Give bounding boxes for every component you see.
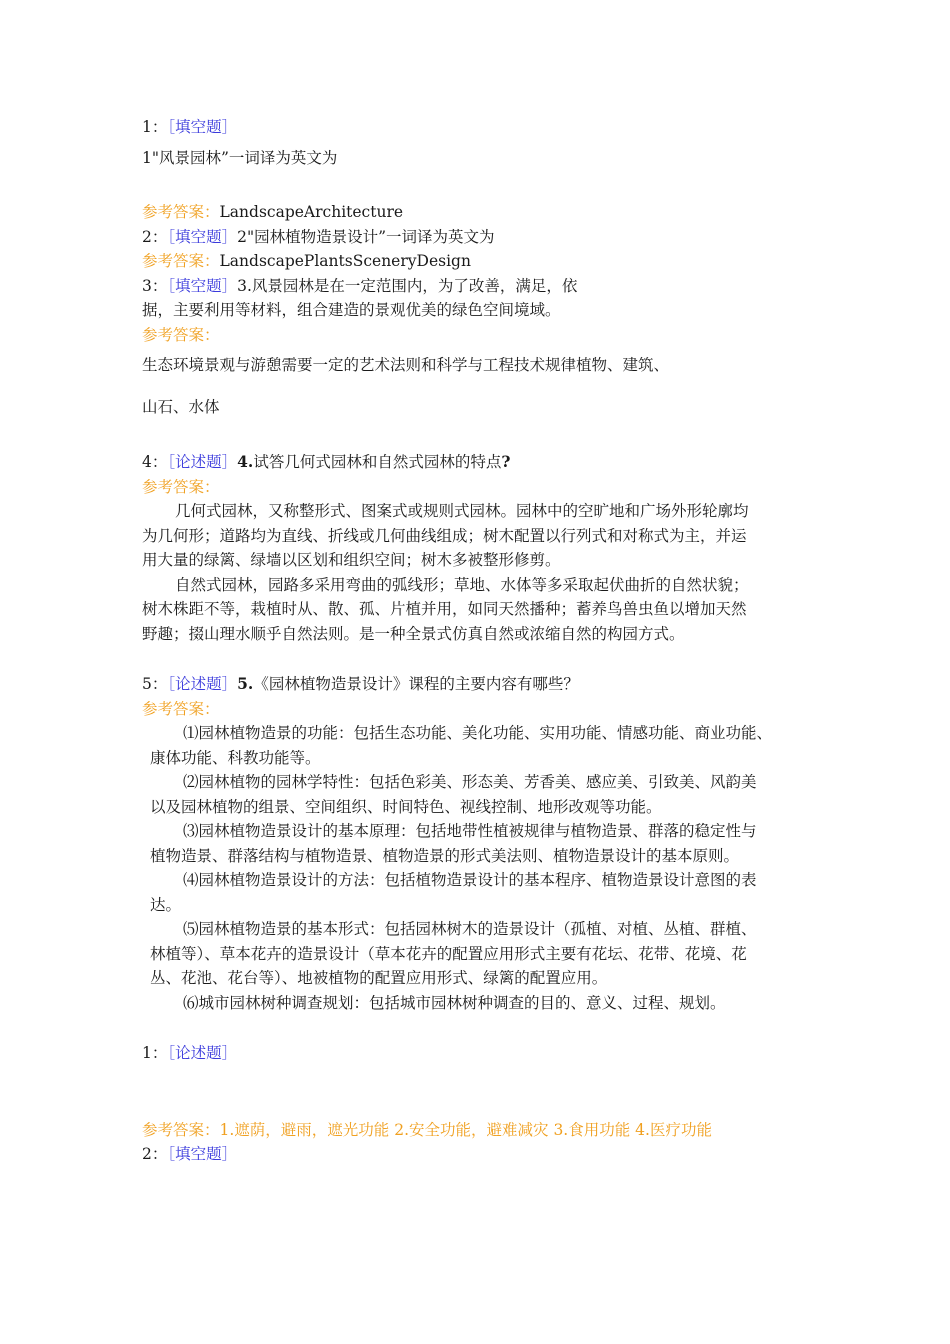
q5-answer-line: 康体功能、科教功能等。	[150, 748, 321, 767]
q5-type-tag: ［论述题］	[167, 675, 238, 693]
q3-question-line-2: 据，主要利用等材料，组合建造的景观优美的绿色空间境域。	[142, 301, 561, 319]
q1-answer: LandscapeArchitecture	[219, 203, 404, 221]
q4-answer-line: 自然式园林，园路多采用弯曲的弧线形；草地、水体等多采取起伏曲折的自然状貌；	[175, 575, 749, 594]
q4-question: 试答几何式园林和自然式园林的特点	[253, 453, 502, 471]
q2-number: 2：	[142, 227, 168, 246]
q3-answer-line-1: 生态环境景观与游憩需要一定的艺术法则和科学与工程技术规律植物、建筑、	[142, 356, 670, 374]
q5-answer-line: 达。	[150, 895, 182, 914]
q4-answer-label: 参考答案：	[142, 477, 220, 496]
q5-question-number: 5.	[237, 674, 254, 693]
q6-answer-line	[142, 1118, 842, 1143]
q2-type-tag: ［填空题］	[167, 227, 238, 246]
q5-answer-line: ⑵园林植物的园林学特性：包括色彩美、形态美、芳香美、感应美、引致美、风韵美	[183, 773, 757, 791]
q5-answer-line: ⑷园林植物造景设计的方法：包括植物造景设计的基本程序、植物造景设计意图的表	[183, 871, 757, 889]
q3-type-tag: ［填空题］	[167, 276, 238, 295]
q6-type-tag: ［论述题］	[167, 1044, 238, 1062]
q4-number: 4：	[142, 453, 168, 471]
q6-answer-label: 参考答案：	[142, 1120, 220, 1139]
q4-answer-line: 树木株距不等，栽植时从、散、孤、片植并用，如同天然播种；蓄养鸟兽虫鱼以增加天然	[142, 600, 747, 618]
q3-answer-label: 参考答案：	[142, 325, 220, 344]
q2-answer: LandscapePlantsSceneryDesign	[219, 252, 471, 270]
q5-answer-line: ⑹城市园林树种调查规划：包括城市园林树种调查的目的、意义、过程、规划。	[183, 993, 726, 1012]
q7-type-tag: ［填空题］	[167, 1145, 238, 1163]
q1-question: 1"风景园林”一词译为英文为	[142, 148, 338, 167]
q5-answer-line: ⑶园林植物造景设计的基本原理：包括地带性植被规律与植物造景、群落的稳定性与	[183, 822, 757, 840]
q1-type-tag: ［填空题］	[167, 118, 238, 136]
q5-answer-line: ⑸园林植物造景的基本形式：包括园林树木的造景设计（孤植、对植、丛植、群植、	[183, 920, 757, 938]
q5-answer-label: 参考答案：	[142, 699, 220, 718]
q2-answer-label: 参考答案：	[142, 252, 220, 270]
q2-question: 2"园林植物造景设计”一词译为英文为	[237, 227, 495, 246]
q4-question-number: 4.	[237, 452, 254, 471]
q3-header	[142, 274, 842, 299]
q1-answer-label: 参考答案：	[142, 203, 220, 221]
q5-answer-line: 丛、花池、花台等）、地被植物的配置应用形式、绿篱的配置应用。	[150, 969, 608, 987]
q4-type-tag: ［论述题］	[167, 453, 238, 471]
q5-answer-line: 植物造景、群落结构与植物造景、植物造景的形式美法则、植物造景设计的基本原则。	[150, 846, 740, 865]
q4-answer-line: 为几何形；道路均为直线、折线或几何曲线组成；树木配置以行列式和对称式为主，并运	[142, 526, 747, 545]
q3-question-line-1: 3.风景园林是在一定范围内，为了改善，满足，依	[237, 276, 578, 295]
q5-answer-line: 林植等）、草本花卉的造景设计（草本花卉的配置应用形式主要有花坛、花带、花境、花	[150, 944, 747, 963]
q6-header	[142, 1041, 842, 1066]
q1-number: 1：	[142, 118, 168, 136]
q5-answer-line: 以及园林植物的组景、空间组织、时间特色、视线控制、地形改观等功能。	[150, 797, 662, 816]
q3-answer-line-2: 山石、水体	[142, 397, 220, 416]
q4-answer-line: 用大量的绿篱、绿墙以区划和组织空间；树木多被整形修剪。	[142, 551, 561, 569]
q3-number: 3：	[142, 276, 168, 295]
q4-question-mark: ?	[501, 452, 511, 471]
q7-header	[142, 1142, 842, 1167]
q1-answer-line	[142, 200, 842, 225]
q4-answer-line: 几何式园林，又称整形式、图案式或规则式园林。园林中的空旷地和广场外形轮廓均	[175, 502, 749, 520]
q7-number: 2：	[142, 1145, 168, 1163]
q4-answer-line: 野趣；掇山理水顺乎自然法则。是一种全景式仿真自然或浓缩自然的构园方式。	[142, 624, 685, 643]
q6-number: 1：	[142, 1044, 168, 1062]
q4-header	[142, 450, 842, 475]
q5-question: 《园林植物造景设计》课程的主要内容有哪些？	[253, 675, 579, 693]
document-page	[142, 115, 842, 1167]
q2-header	[142, 225, 842, 250]
q6-answer: 1.遮荫，避雨，遮光功能 2.安全功能，避难减灾 3.食用功能 4.医疗功能	[219, 1120, 712, 1139]
q5-answer-line: ⑴园林植物造景的功能：包括生态功能、美化功能、实用功能、情感功能、商业功能、	[183, 724, 773, 742]
q5-number: 5：	[142, 675, 168, 693]
q2-answer-line	[142, 249, 842, 274]
q1-header	[142, 115, 842, 140]
q5-header	[142, 672, 842, 697]
